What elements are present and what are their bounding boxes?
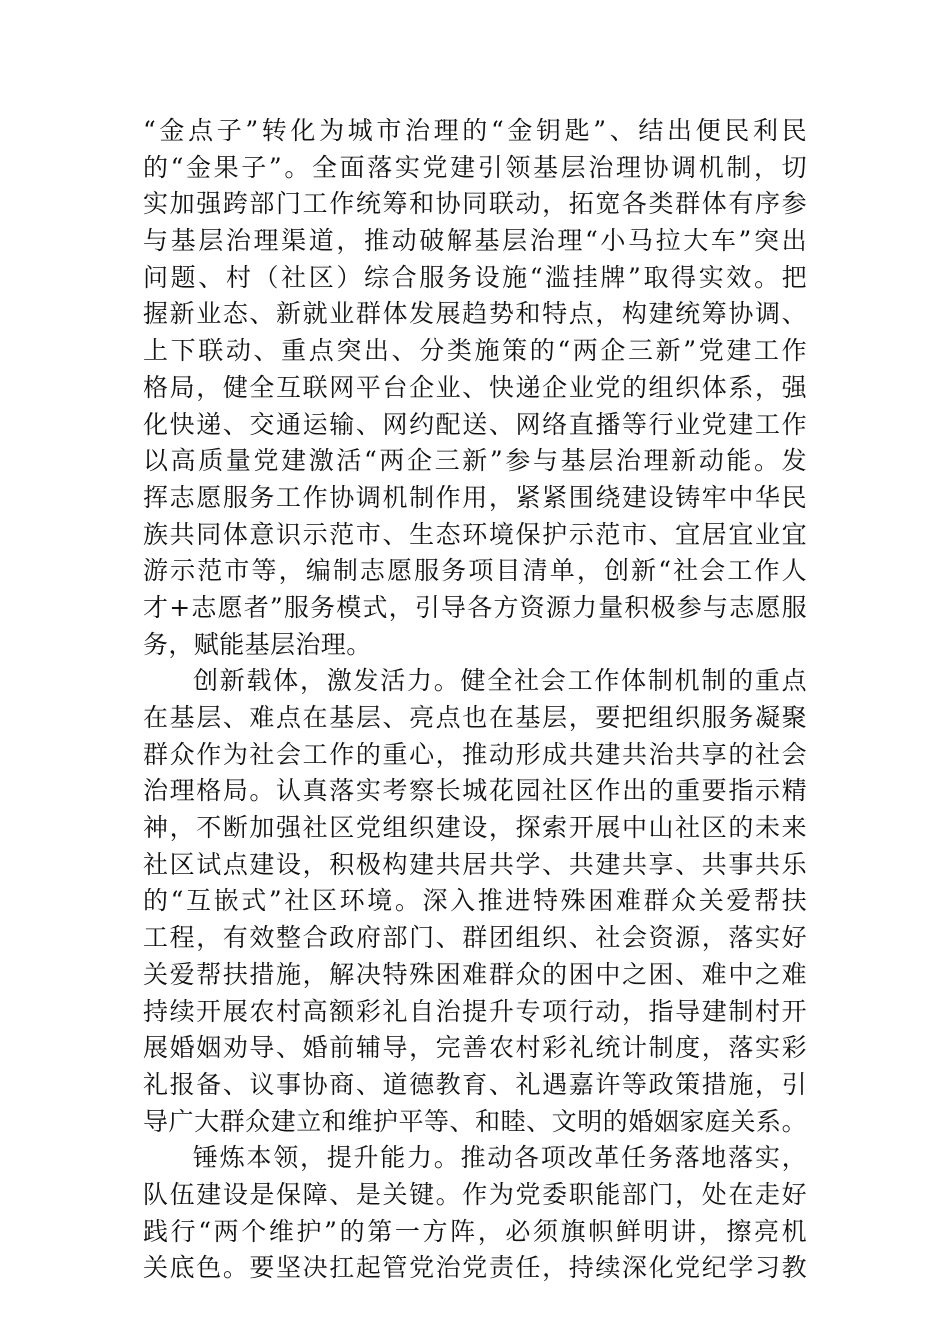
text-line: 治理格局。认真落实考察长城花园社区作出的重要指示精 (143, 776, 807, 806)
text-line: 创新载体，激发活力。健全社会工作体制机制的重点 (193, 666, 807, 696)
text-line: 锤炼本领，提升能力。推动各项改革任务落地落实， (193, 1143, 807, 1173)
text-line: 关爱帮扶措施，解决特殊困难群众的困中之困、难中之难 (143, 959, 807, 989)
text-line: 的“金果子”。全面落实党建引领基层治理协调机制，切 (143, 152, 807, 182)
text-line: 问题、村（社区）综合服务设施“滥挂牌”取得实效。把 (143, 262, 807, 292)
text-line: 神，不断加强社区党组织建设，探索开展中山社区的未来 (143, 813, 807, 843)
text-line: “金点子”转化为城市治理的“金钥匙”、结出便民利民 (143, 116, 807, 145)
text-line: 工程，有效整合政府部门、群团组织、社会资源，落实好 (143, 923, 807, 953)
text-line: 化快递、交通运输、网约配送、网络直播等行业党建工作 (143, 409, 807, 439)
text-line: 游示范市等，编制志愿服务项目清单，创新“社会工作人 (143, 556, 807, 586)
text-line: 群众作为社会工作的重心，推动形成共建共治共享的社会 (143, 739, 807, 769)
text-line: 礼报备、议事协商、道德教育、礼遇嘉许等政策措施，引 (143, 1069, 807, 1099)
text-line: 以高质量党建激活“两企三新”参与基层治理新动能。发 (143, 446, 807, 476)
text-line: 务，赋能基层治理。 (143, 629, 372, 659)
text-line: 关底色。要坚决扛起管党治党责任，持续深化党纪学习教 (143, 1253, 807, 1283)
text-line: 践行“两个维护”的第一方阵，必须旗帜鲜明讲，擦亮机 (143, 1216, 807, 1246)
text-line: 握新业态、新就业群体发展趋势和特点，构建统筹协调、 (143, 299, 807, 329)
text-line: 持续开展农村高额彩礼自治提升专项行动，指导建制村开 (143, 996, 807, 1026)
text-line: 格局，健全互联网平台企业、快递企业党的组织体系，强 (143, 372, 807, 402)
text-line: 与基层治理渠道，推动破解基层治理“小马拉大车”突出 (143, 226, 807, 256)
text-line: 挥志愿服务工作协调机制作用，紧紧围绕建设铸牢中华民 (143, 482, 807, 512)
text-line: 实加强跨部门工作统筹和协同联动，拓宽各类群体有序参 (143, 189, 807, 219)
text-line: 族共同体意识示范市、生态环境保护示范市、宜居宜业宜 (143, 519, 807, 549)
text-line: 的“互嵌式”社区环境。深入推进特殊困难群众关爱帮扶 (143, 886, 807, 916)
text-line: 上下联动、重点突出、分类施策的“两企三新”党建工作 (143, 336, 807, 366)
text-line: 社区试点建设，积极构建共居共学、共建共享、共事共乐 (143, 849, 807, 879)
body-text (143, 113, 807, 1287)
text-line: 在基层、难点在基层、亮点也在基层，要把组织服务凝聚 (143, 703, 807, 732)
text-line: 队伍建设是保障、是关键。作为党委职能部门，处在走好 (143, 1179, 807, 1209)
text-line: 导广大群众建立和维护平等、和睦、文明的婚姻家庭关系。 (143, 1106, 807, 1136)
text-line: 才+志愿者”服务模式，引导各方资源力量积极参与志愿服 (143, 592, 807, 622)
text-line: 展婚姻劝导、婚前辅导，完善农村彩礼统计制度，落实彩 (143, 1033, 807, 1063)
